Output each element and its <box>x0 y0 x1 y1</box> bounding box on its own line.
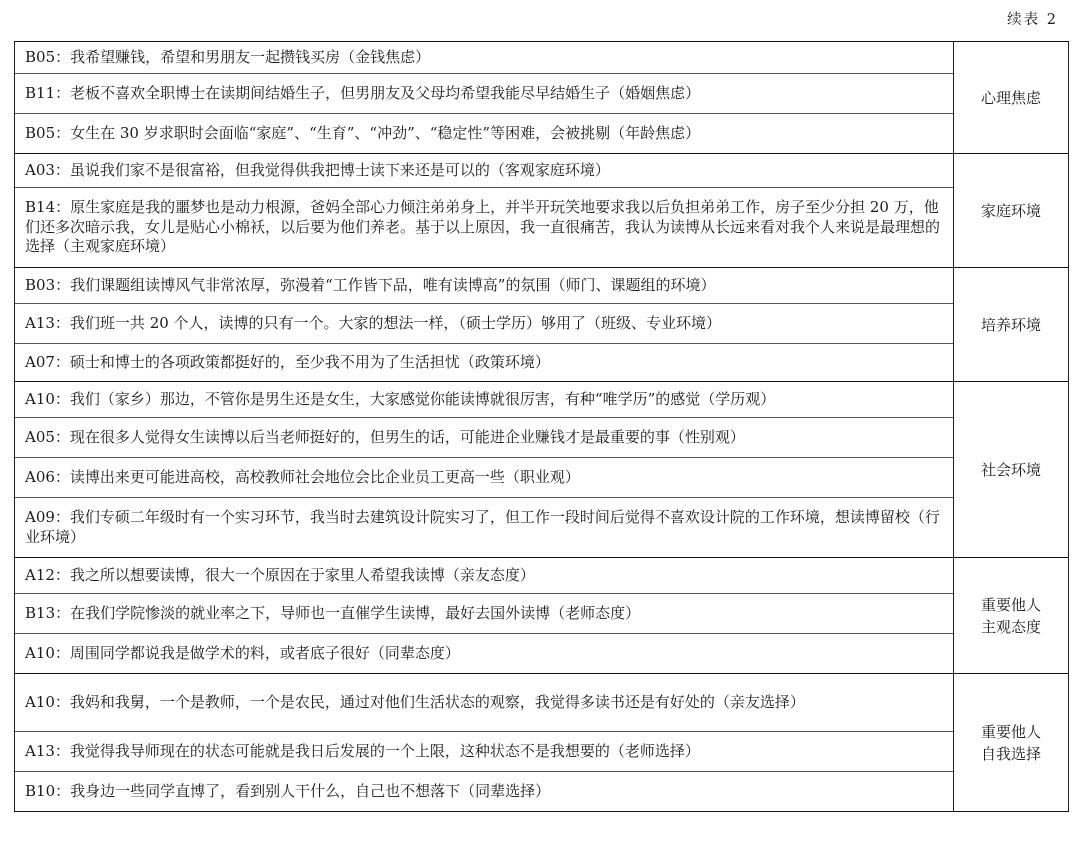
table-row <box>15 382 1069 418</box>
category-cell <box>954 382 1069 558</box>
quote-cell: B03：我们课题组读博风气非常浓厚，弥漫着“工作皆下品，唯有读博高”的氛围（师门、课题组的环境） <box>15 268 954 304</box>
table-row <box>15 114 1069 154</box>
category-cell <box>954 154 1069 268</box>
quote-cell: B05：我希望赚钱，希望和男朋友一起攒钱买房（金钱焦虑） <box>15 42 954 74</box>
table-row <box>15 594 1069 634</box>
table-row <box>15 154 1069 188</box>
quote-cell: A13：我们班一共 20 个人，读博的只有一个。大家的想法一样，（硕士学历）够用了（班级、专业环境） <box>15 304 954 344</box>
quote-cell: B14：原生家庭是我的噩梦也是动力根源，爸妈全部心力倾注弟弟身上，并半开玩笑地要求我以后负担弟弟工作，房子至少分担 20 万，他们还多次暗示我，女儿是贴心小棉袄，以后要为他们养老。基于以上原因，我一直很痛苦，我认为读博从长远来看对我个人来说是最理想的选择（主观家庭环境） <box>15 188 954 268</box>
table-row <box>15 674 1069 732</box>
quote-cell: A05：现在很多人觉得女生读博以后当老师挺好的，但男生的话，可能进企业赚钱才是最重要的事（性别观） <box>15 418 954 458</box>
table-row <box>15 558 1069 594</box>
quote-cell: A10：我妈和我舅，一个是教师，一个是农民，通过对他们生活状态的观察，我觉得多读书还是有好处的（亲友选择） <box>15 674 954 732</box>
quote-cell: A12：我之所以想要读博，很大一个原因在于家里人希望我读博（亲友态度） <box>15 558 954 594</box>
interview-coding-table <box>14 41 1069 812</box>
quote-cell: B13：在我们学院惨淡的就业率之下，导师也一直催学生读博，最好去国外读博（老师态度） <box>15 594 954 634</box>
category-cell <box>954 558 1069 674</box>
table-row <box>15 732 1069 772</box>
table-row <box>15 304 1069 344</box>
quote-cell: B10：我身边一些同学直博了，看到别人干什么，自己也不想落下（同辈选择） <box>15 772 954 812</box>
quote-cell: A06：读博出来更可能进高校，高校教师社会地位会比企业员工更高一些（职业观） <box>15 458 954 498</box>
category-label: 心理焦虑 <box>980 88 1041 107</box>
table-row <box>15 498 1069 558</box>
category-label-line1: 重要他人 <box>980 722 1041 741</box>
table-row <box>15 418 1069 458</box>
table-row <box>15 458 1069 498</box>
table-caption: 续表 2 <box>1007 12 1058 28</box>
quote-cell: A09：我们专硕二年级时有一个实习环节，我当时去建筑设计院实习了，但工作一段时间后觉得不喜欢设计院的工作环境，想读博留校（行业环境） <box>15 498 954 558</box>
quote-cell: A07：硕士和博士的各项政策都挺好的，至少我不用为了生活担忧（政策环境） <box>15 344 954 382</box>
table-row <box>15 268 1069 304</box>
category-cell <box>954 674 1069 812</box>
table-row <box>15 42 1069 74</box>
category-label-line2: 自我选择 <box>980 744 1041 763</box>
table-row <box>15 74 1069 114</box>
category-cell <box>954 42 1069 154</box>
category-label-line1: 重要他人 <box>980 595 1041 614</box>
quote-cell: B11：老板不喜欢全职博士在读期间结婚生子，但男朋友及父母均希望我能尽早结婚生子（婚姻焦虑） <box>15 74 954 114</box>
quote-cell: A10：我们（家乡）那边，不管你是男生还是女生，大家感觉你能读博就很厉害，有种“唯学历”的感觉（学历观） <box>15 382 954 418</box>
quote-cell: A10：周围同学都说我是做学术的料，或者底子很好（同辈态度） <box>15 634 954 674</box>
table-row <box>15 344 1069 382</box>
table-row <box>15 188 1069 268</box>
table-row <box>15 772 1069 812</box>
category-cell <box>954 268 1069 382</box>
quote-cell: B05：女生在 30 岁求职时会面临“家庭”、“生育”、“冲劲”、“稳定性”等困难，会被挑剔（年龄焦虑） <box>15 114 954 154</box>
quote-cell: A13：我觉得我导师现在的状态可能就是我日后发展的一个上限，这种状态不是我想要的（老师选择） <box>15 732 954 772</box>
category-label: 培养环境 <box>980 315 1041 334</box>
category-label: 社会环境 <box>980 460 1041 479</box>
category-label-line2: 主观态度 <box>980 617 1041 636</box>
category-label: 家庭环境 <box>980 201 1041 220</box>
table-row <box>15 634 1069 674</box>
quote-cell: A03：虽说我们家不是很富裕，但我觉得供我把博士读下来还是可以的（客观家庭环境） <box>15 154 954 188</box>
